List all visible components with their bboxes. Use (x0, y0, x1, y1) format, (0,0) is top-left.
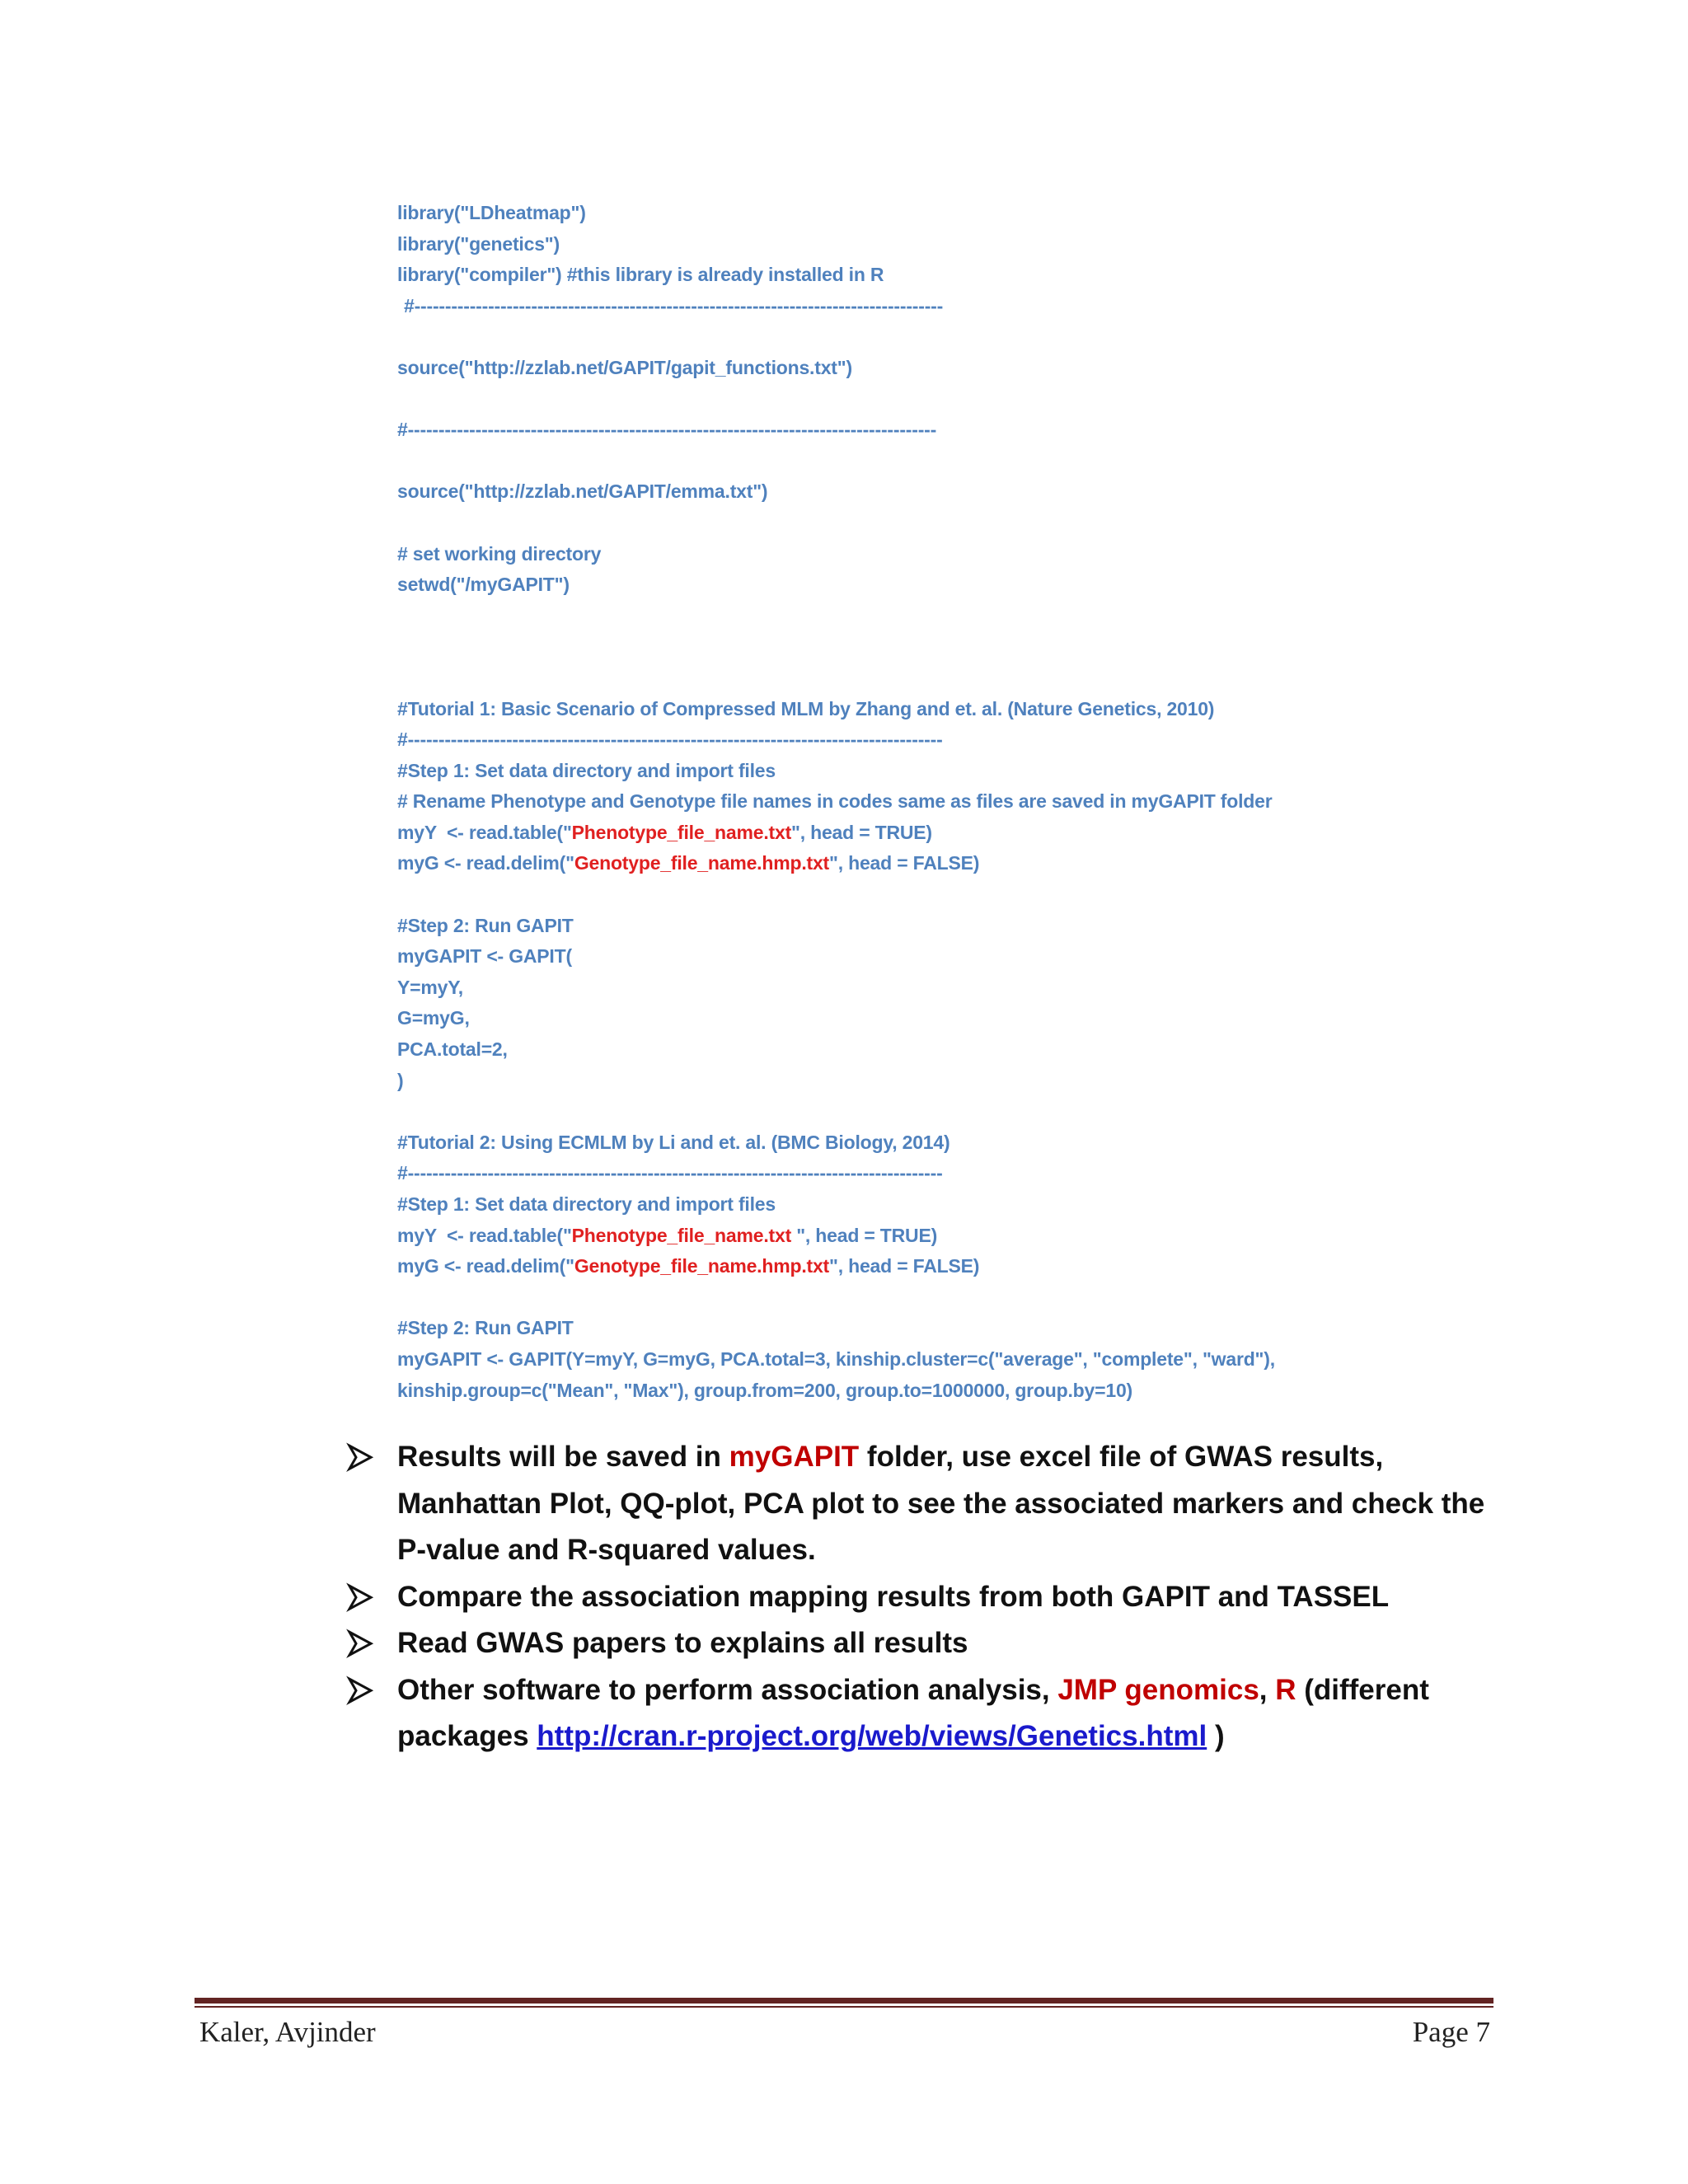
code-text: library("compiler") #this library is already installed in R (397, 264, 884, 286)
footer-rule (195, 1998, 1493, 2004)
code-line (397, 1189, 1568, 1221)
code-filename: Genotype_file_name.hmp.txt (574, 852, 830, 874)
code-text: kinship.group=c("Mean", "Max"), group.from=200, group.to=1000000, group.by=10) (397, 1379, 1132, 1401)
code-text: #Tutorial 1: Basic Scenario of Compressed MLM by Zhang and et. al. (Nature Genetics, 2010) (397, 697, 1215, 719)
code-line (397, 1003, 1568, 1034)
code-line (397, 1221, 1568, 1252)
code-line (397, 941, 1568, 972)
bullet-text: Other software to perform association analysis, (397, 1673, 1058, 1706)
code-line (397, 756, 1568, 787)
code-line (397, 1376, 1568, 1407)
code-line (397, 353, 1568, 384)
bullet-text: ) (1207, 1720, 1225, 1752)
code-text: ", head = TRUE) (791, 821, 932, 843)
code-filename: Genotype_file_name.hmp.txt (574, 1255, 830, 1277)
code-filename: Phenotype_file_name.txt (571, 1224, 797, 1246)
code-text: G=myG, (397, 1007, 470, 1029)
code-text: #Step 2: Run GAPIT (397, 1317, 574, 1339)
code-text: #Step 2: Run GAPIT (397, 914, 574, 936)
bullet-item (346, 1434, 1517, 1574)
bullet-item (346, 1620, 1517, 1667)
code-line (397, 569, 1568, 601)
code-text: #Tutorial 2: Using ECMLM by Li and et. al. (BMC Biology, 2014) (397, 1131, 950, 1153)
bullet-text: Results will be saved in (397, 1441, 729, 1473)
footer-rule-thin (195, 2006, 1493, 2008)
code-line (397, 724, 1568, 756)
footer-author: Kaler, Avjinder (199, 2016, 376, 2048)
code-text: # Rename Phenotype and Genotype file names in codes same as files are saved in myGAPIT folder (397, 790, 1273, 813)
code-filename: Phenotype_file_name.txt (571, 821, 792, 843)
code-text: myGAPIT <- GAPIT( (397, 945, 572, 968)
bullet-text: folder, use excel file of GWAS results, Manhattan Plot, QQ-plot, PCA plot to see the associated markers and check the P-value and R-squared values. (397, 1441, 1485, 1566)
code-text: library("LDheatmap") (397, 202, 586, 223)
bullet-item (346, 1574, 1517, 1621)
code-line (397, 476, 1568, 508)
arrowhead-bullet-icon (346, 1620, 376, 1667)
code-blank-line (397, 631, 1568, 663)
code-blank-line (397, 384, 1568, 415)
bullet-item (346, 1667, 1517, 1760)
code-line (397, 198, 1568, 229)
code-line (397, 1127, 1568, 1159)
code-line (397, 539, 1568, 570)
code-text: #--------------------------------------------------------------------------------------- (397, 1162, 943, 1184)
bullet-text: Compare the association mapping results from both GAPIT and TASSEL (397, 1580, 1390, 1613)
code-line (397, 1344, 1568, 1376)
code-text: ", head = FALSE) (829, 852, 980, 874)
bullet-list (346, 1434, 1517, 1760)
code-text: myGAPIT <- GAPIT(Y=myY, G=myG, PCA.total=3, kinship.cluster=c("average", "complete", "ward"), (397, 1347, 1275, 1370)
code-text: Y=myY, (397, 976, 463, 998)
bullet-text: Read GWAS papers to explains all results (397, 1627, 968, 1659)
bullet-text: , (1259, 1673, 1276, 1706)
arrowhead-bullet-icon (346, 1667, 376, 1714)
code-text: #Step 1: Set data directory and import files (397, 759, 776, 781)
code-text: myY <- read.table(" (397, 1224, 572, 1246)
code-text: # set working directory (397, 542, 602, 565)
footer-page-number: Page 7 (1412, 2016, 1490, 2048)
code-text: library("genetics") (397, 232, 560, 255)
code-blank-line (397, 1282, 1568, 1314)
code-text: #--------------------------------------------------------------------------------------- (397, 729, 943, 751)
code-blank-line (397, 446, 1568, 477)
code-blank-line (397, 601, 1568, 632)
highlight-text: myGAPIT (729, 1441, 860, 1473)
code-blank-line (397, 1096, 1568, 1127)
code-line (397, 1066, 1568, 1097)
code-blank-line (397, 663, 1568, 694)
arrowhead-bullet-icon (346, 1434, 376, 1481)
code-line (397, 694, 1568, 725)
code-line (397, 818, 1568, 849)
code-line (397, 972, 1568, 1004)
code-text: #Step 1: Set data directory and import files (397, 1193, 776, 1215)
code-line (397, 848, 1568, 879)
code-text: source("http://zzlab.net/GAPIT/emma.txt") (397, 480, 768, 503)
code-text: source("http://zzlab.net/GAPIT/gapit_functions.txt") (397, 356, 852, 378)
code-line (397, 1313, 1568, 1344)
code-line (397, 260, 1568, 291)
code-text: #-------------------------------------------------------------------------------------- (404, 294, 944, 316)
code-text: setwd("/myGAPIT") (397, 574, 570, 596)
code-line (397, 291, 1568, 322)
code-text: #-------------------------------------------------------------------------------------- (397, 419, 937, 441)
bullet-text: (different packages (397, 1673, 1429, 1752)
arrowhead-bullet-icon (346, 1574, 376, 1621)
code-line (397, 229, 1568, 260)
highlight-text: R (1275, 1673, 1296, 1706)
code-blank-line (397, 879, 1568, 911)
code-text: ", head = TRUE) (796, 1224, 938, 1246)
code-line (397, 1158, 1568, 1189)
code-blank-line (397, 508, 1568, 539)
code-line (397, 1034, 1568, 1066)
code-text: myG <- read.delim(" (397, 852, 574, 874)
code-line (397, 415, 1568, 446)
code-block (397, 198, 1568, 1406)
code-text: ", head = FALSE) (829, 1255, 980, 1277)
code-text: PCA.total=2, (397, 1038, 508, 1061)
code-line (397, 786, 1568, 818)
genetics-link[interactable]: http://cran.r-project.org/web/views/Genetics.html (537, 1720, 1207, 1752)
code-text: ) (397, 1069, 404, 1091)
highlight-text: JMP genomics (1057, 1673, 1259, 1706)
code-line (397, 911, 1568, 942)
code-line (397, 1251, 1568, 1282)
code-text: myG <- read.delim(" (397, 1255, 574, 1277)
code-text: myY <- read.table(" (397, 821, 572, 843)
code-blank-line (397, 321, 1568, 353)
